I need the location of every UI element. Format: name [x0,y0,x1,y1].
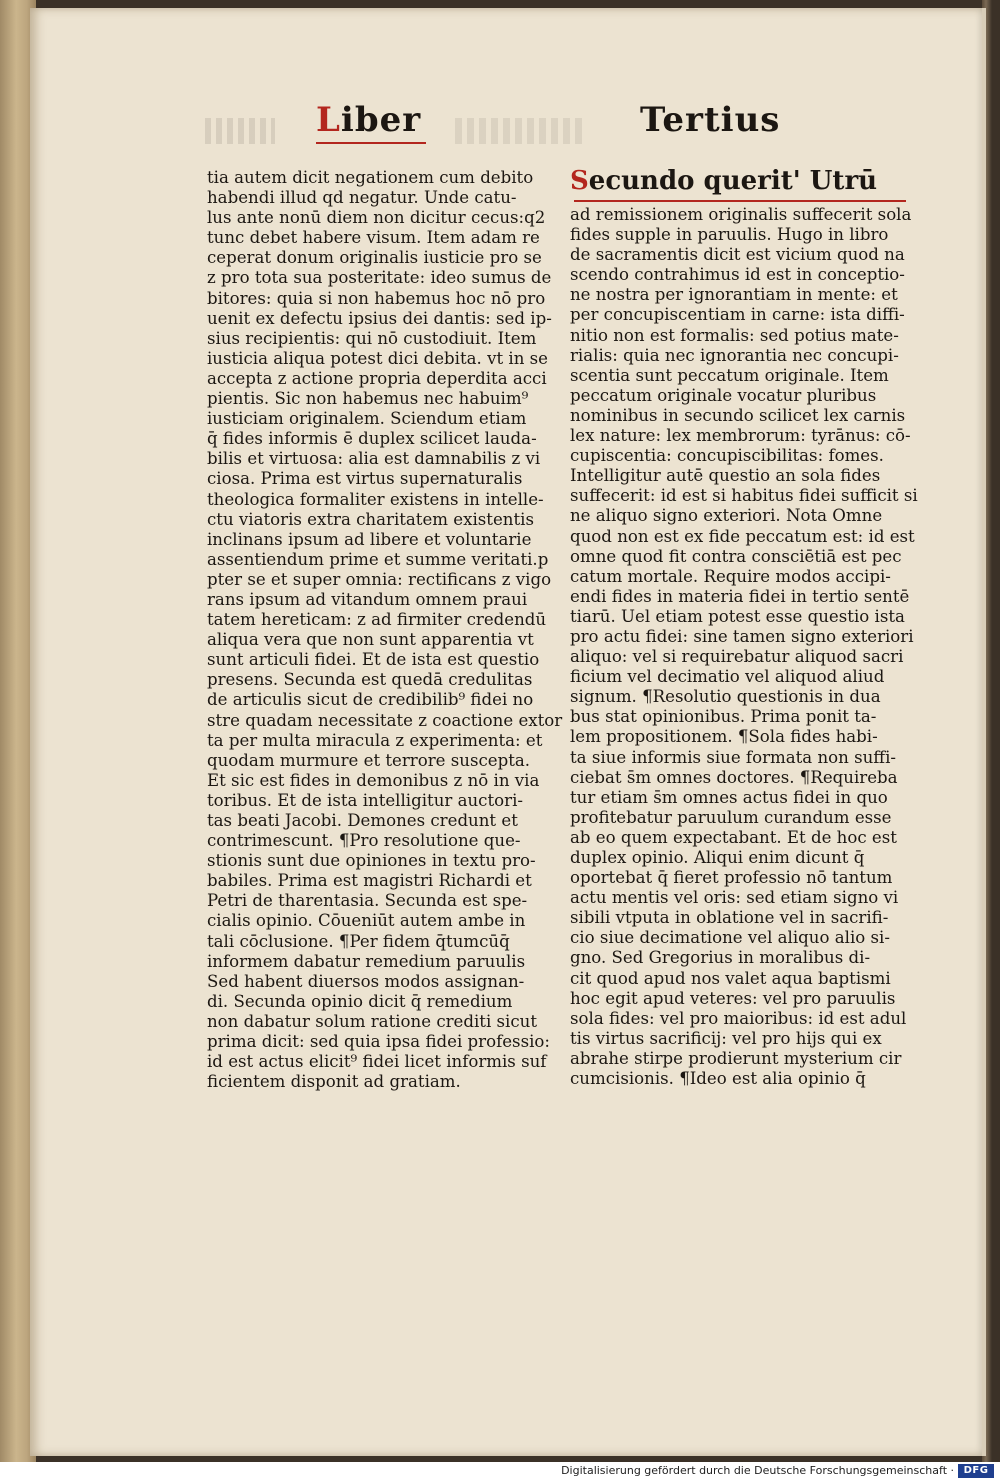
text-line: de sacramentis dicit est vicium quod na [570,245,905,265]
text-line: ad remissionem originalis suffecerit sola [570,205,912,224]
text-line: fides supple in paruulis. Hugo in libro [570,225,889,245]
text-line: rans ipsum ad vitandum omnem praui [207,589,528,609]
text-line: gno. Sed Gregorius in moralibus di- [570,948,871,968]
text-line: tia autem dicit negationem cum debito [207,168,534,187]
text-line: pter se et super omnia: rectificans z vigo [207,569,552,589]
text-line: contrimescunt. ¶Pro resolutione que- [207,831,521,851]
text-line: toribus. Et de ista intelligitur auctori- [207,790,523,810]
dfg-logo: DFG [958,1464,994,1478]
text-line: endi fides in materia fidei in tertio sentē [570,586,910,606]
text-line: omne quod fit contra consciētiā est pec [570,546,902,566]
text-line: babiles. Prima est magistri Richardi et [207,871,532,891]
text-line: tiarū. Uel etiam potest esse questio ista [570,606,905,626]
text-line: di. Secunda opinio dicit q̄ remedium [207,991,513,1011]
running-head-right [640,100,780,140]
text-line: tali cōclusione. ¶Per fidem q̄tumcūq̄ [207,931,510,951]
text-line: ta per multa miracula z experimenta: et [207,730,543,750]
text-line: cupiscentia: concupiscibilitas: fomes. [570,446,884,466]
rubricated-initial: S [570,166,589,196]
text-line: actu mentis vel oris: sed etiam signo vi [570,888,899,908]
text-line: cio siue decimatione vel aliquo alio si- [570,928,890,948]
text-line: catum mortale. Require modos accipi- [570,566,891,586]
text-line: aliqua vera que non sunt apparentia vt [207,630,534,650]
text-line: quod non est ex fide peccatum est: id est [570,526,915,546]
show-through-text [205,118,275,144]
text-line: cialis opinio. Cōueniūt autem ambe in [207,911,526,931]
text-line: ciebat s̄m omnes doctores. ¶Requireba [570,767,898,787]
question-heading-text: Secundo querit' Utrū [570,166,878,196]
text-line: duplex opinio. Aliqui enim dicunt q̄ [570,848,865,867]
text-line: nitio non est formalis: sed potius mate- [570,325,899,345]
text-line: profitebatur paruulum curandum esse [570,807,892,827]
text-line: presens. Secunda est quedā credulitas [207,670,533,690]
text-line: lex nature: lex membrorum: tyrānus: cō- [570,426,911,446]
text-line: ceperat donum originalis iusticie pro se [207,248,542,268]
text-line: quodam murmure et terrore suscepta. [207,750,531,770]
text-line: cumcisionis. ¶Ideo est alia opinio q̄ [570,1069,866,1089]
text-line: ficientem disponit ad gratiam. [207,1072,461,1092]
text-line: non dabatur solum ratione crediti sicut [207,1011,538,1031]
text-line: ab eo quem expectabant. Et de hoc est [570,827,897,847]
text-line: ficium vel decimatio vel aliquod aliud [570,667,885,687]
text-line: peccatum originale vocatur pluribus [570,385,877,405]
text-line: tas beati Jacobi. Demones credunt et [207,811,518,830]
text-line: ne nostra per ignorantiam in mente: et [570,285,898,305]
text-line: stionis sunt due opiniones in textu pro- [207,851,536,871]
text-line: pro actu fidei: sine tamen signo exteriori [570,626,914,646]
text-line: rialis: quia nec ignorantia nec concupi- [570,345,899,365]
text-line: uenit ex defectu ipsius dei dantis: sed ip- [207,308,552,328]
text-line: id est actus elicit⁹ fidei licet informis suf [207,1052,547,1072]
text-line: inclinans ipsum ad libere et voluntarie [207,529,532,549]
text-line: bus stat opinionibus. Prima ponit ta- [570,707,877,727]
funding-credit: Digitalisierung gefördert durch die Deutsche Forschungsgemeinschaft · [561,1464,954,1477]
text-line: oportebat q̄ fieret professio nō tantum [570,868,893,888]
text-line: sius recipientis: qui nō custodiuit. Item [207,328,537,348]
text-line: accepta z actione propria deperdita acci [207,368,547,388]
text-line: signum. ¶Resolutio questionis in dua [570,687,881,707]
text-line: Intelligitur autē questio an sola fides [570,466,881,486]
text-line: assentiendum prime et summe veritati.p [207,549,549,569]
show-through-text [455,118,585,144]
text-line: tatem hereticam: z ad firmiter credendū [207,610,547,630]
text-line: bilis et virtuosa: alia est damnabilis z vi [207,449,541,469]
text-line: ta siue informis siue formata non suffi- [570,747,897,767]
text-line: q̄ fides informis ē duplex scilicet lauda- [207,429,537,449]
text-line: theologica formaliter existens in intelle- [207,489,544,509]
text-line: scendo contrahimus id est in conceptio- [570,265,905,285]
text-line: iusticiam originalem. Sciendum etiam [207,409,527,429]
text-line: ctu viatoris extra charitatem existentis [207,509,534,529]
left-text-column [207,168,565,1092]
text-line: pientis. Sic non habemus nec habuim⁹ [207,389,529,409]
text-line: iusticia aliqua potest dici debita. vt in se [207,348,549,368]
text-line: hoc egit apud veteres: vel pro paruulis [570,988,896,1008]
text-line: stre quadam necessitate z coactione extor [207,710,563,730]
question-heading [570,166,877,196]
text-line: lus ante nonū diem non dicitur cecus:q2 [207,208,546,228]
text-line: cit quod apud nos valet aqua baptismi [570,968,891,988]
text-line: Sed habent diuersos modos assignan- [207,971,525,991]
rubricated-initial: L [316,100,341,140]
text-line: abrahe stirpe prodierunt mysterium cir [570,1048,902,1068]
text-line: tis virtus sacrificij: vel pro hijs qui ex [570,1028,882,1048]
text-line: lem propositionem. ¶Sola fides habi- [570,727,878,747]
text-line: sunt articuli fidei. Et de ista est questio [207,650,540,670]
text-line: de articulis sicut de credibilib⁹ fidei no [207,690,534,710]
text-line: suffecerit: id est si habitus fidei sufficit si [570,486,918,506]
text-line: Et sic est fides in demonibus z nō in via [207,770,540,790]
text-line: ne aliquo signo exteriori. Nota Omne [570,506,883,526]
rubric-underline [316,142,426,144]
rubric-underline [574,200,906,202]
text-line: sola fides: vel pro maioribus: id est adul [570,1008,907,1028]
text-line: informem dabatur remedium paruulis [207,951,526,971]
running-head-left [316,100,421,140]
text-line: tur etiam s̄m omnes actus fidei in quo [570,787,888,807]
text-line: tunc debet habere visum. Item adam re [207,228,540,248]
text-line: nominibus in secundo scilicet lex carnis [570,405,906,425]
text-line: Petri de tharentasia. Secunda est spe- [207,891,528,911]
running-head-right-text: Tertius [640,100,781,140]
text-line: prima dicit: sed quia ipsa fidei professio: [207,1032,550,1052]
running-head-left-text: Liber [316,100,422,140]
text-line: aliquo: vel si requirebatur aliquod sacri [570,647,904,667]
right-text-column [570,205,918,1089]
text-line: per concupiscentiam in carne: ista diffi- [570,305,905,325]
text-line: bitores: quia si non habemus hoc nō pro [207,288,546,308]
text-line: habendi illud qd negatur. Unde catu- [207,188,517,208]
text-line: scentia sunt peccatum originale. Item [570,365,889,385]
text-line: ciosa. Prima est virtus supernaturalis [207,469,523,489]
text-line: z pro tota sua posteritate: ideo sumus de [207,268,552,288]
text-line: sibili vtputa in oblatione vel in sacrifi- [570,908,889,928]
